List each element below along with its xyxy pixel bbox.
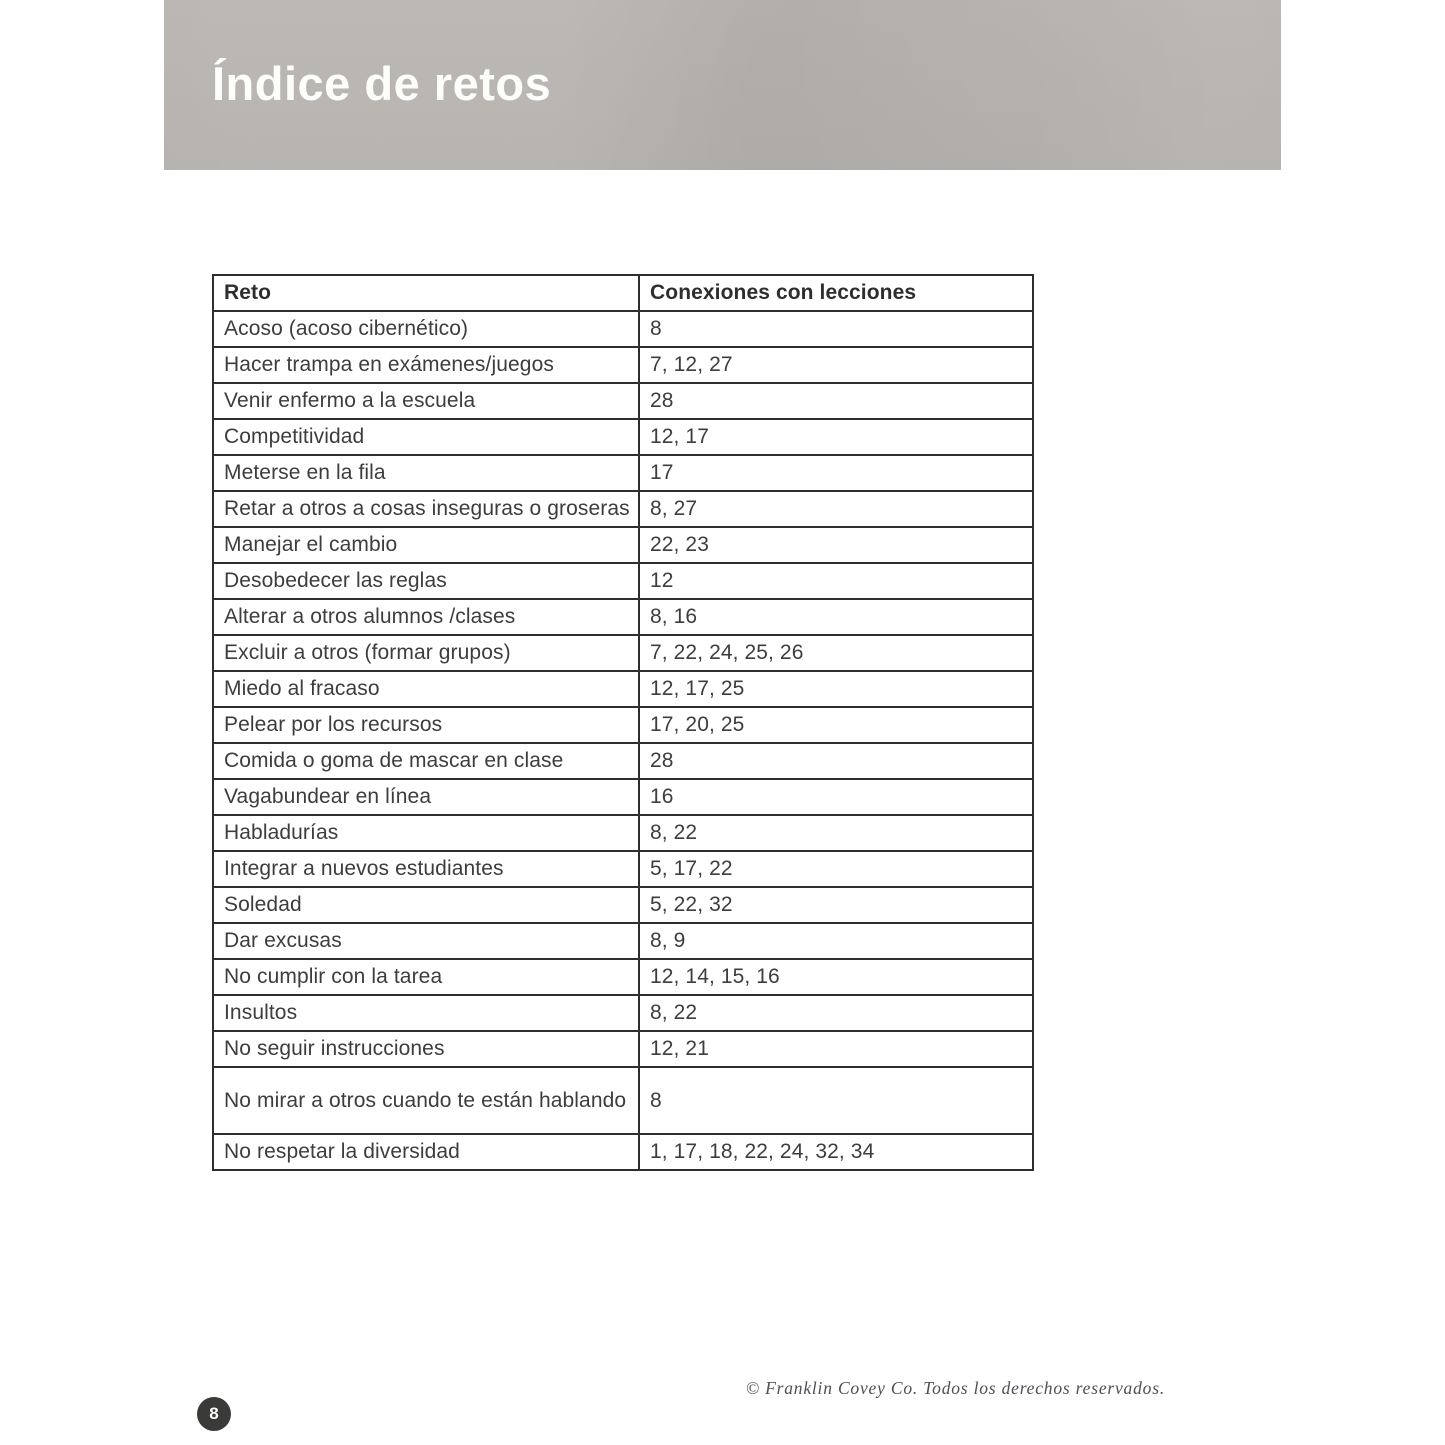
challenge-cell: Acoso (acoso cibernético)	[213, 311, 639, 347]
challenge-cell: Vagabundear en línea	[213, 779, 639, 815]
table-row	[213, 1031, 1033, 1067]
table-row	[213, 311, 1033, 347]
lessons-cell: 8, 9	[639, 923, 1033, 959]
table-row	[213, 995, 1033, 1031]
table-row	[213, 563, 1033, 599]
lessons-cell: 7, 12, 27	[639, 347, 1033, 383]
table-row	[213, 491, 1033, 527]
challenge-cell: Comida o goma de mascar en clase	[213, 743, 639, 779]
column-header-reto: Reto	[213, 275, 639, 311]
table-row	[213, 383, 1033, 419]
challenge-cell: Meterse en la fila	[213, 455, 639, 491]
challenge-cell: Alterar a otros alumnos /clases	[213, 599, 639, 635]
copyright-notice: © Franklin Covey Co. Todos los derechos reservados.	[745, 1378, 1165, 1398]
challenge-cell: No cumplir con la tarea	[213, 959, 639, 995]
lessons-cell: 5, 17, 22	[639, 851, 1033, 887]
table-row	[213, 923, 1033, 959]
table-row	[213, 455, 1033, 491]
challenge-cell: Soledad	[213, 887, 639, 923]
challenge-index-table	[212, 274, 1034, 1171]
lessons-cell: 5, 22, 32	[639, 887, 1033, 923]
challenge-cell: Integrar a nuevos estudiantes	[213, 851, 639, 887]
page-number: 8	[209, 1404, 219, 1423]
table-row	[213, 743, 1033, 779]
header-band	[164, 0, 1281, 170]
lessons-cell: 8	[639, 311, 1033, 347]
challenge-cell: No seguir instrucciones	[213, 1031, 639, 1067]
lessons-cell: 12, 17, 25	[639, 671, 1033, 707]
table-row	[213, 347, 1033, 383]
table-row	[213, 1067, 1033, 1134]
challenge-cell: Venir enfermo a la escuela	[213, 383, 639, 419]
table-header-row	[213, 275, 1033, 311]
challenge-cell: Hacer trampa en exámenes/juegos	[213, 347, 639, 383]
lessons-cell: 1, 17, 18, 22, 24, 32, 34	[639, 1134, 1033, 1170]
table-row	[213, 671, 1033, 707]
table-row	[213, 887, 1033, 923]
challenge-cell: Competitividad	[213, 419, 639, 455]
lessons-cell: 8, 22	[639, 815, 1033, 851]
lessons-cell: 12, 14, 15, 16	[639, 959, 1033, 995]
lessons-cell: 12, 21	[639, 1031, 1033, 1067]
lessons-cell: 8	[639, 1067, 1033, 1134]
table-row	[213, 959, 1033, 995]
challenge-cell: Habladurías	[213, 815, 639, 851]
lessons-cell: 8, 22	[639, 995, 1033, 1031]
challenge-cell: Desobedecer las reglas	[213, 563, 639, 599]
challenge-cell: Miedo al fracaso	[213, 671, 639, 707]
challenge-table-body	[213, 311, 1033, 1170]
lessons-cell: 28	[639, 743, 1033, 779]
challenge-cell: No respetar la diversidad	[213, 1134, 639, 1170]
page-number-badge	[197, 1397, 231, 1431]
page-title: Índice de retos	[212, 57, 552, 110]
lessons-cell: 12	[639, 563, 1033, 599]
table-row	[213, 815, 1033, 851]
table-row	[213, 1134, 1033, 1170]
lessons-cell: 8, 16	[639, 599, 1033, 635]
challenge-cell: Pelear por los recursos	[213, 707, 639, 743]
lessons-cell: 7, 22, 24, 25, 26	[639, 635, 1033, 671]
lessons-cell: 16	[639, 779, 1033, 815]
challenge-cell: Dar excusas	[213, 923, 639, 959]
challenge-cell: Excluir a otros (formar grupos)	[213, 635, 639, 671]
table-row	[213, 635, 1033, 671]
challenge-cell: Manejar el cambio	[213, 527, 639, 563]
challenge-cell: No mirar a otros cuando te están hablando	[213, 1067, 639, 1134]
table-row	[213, 851, 1033, 887]
table-row	[213, 707, 1033, 743]
lessons-cell: 8, 27	[639, 491, 1033, 527]
table-row	[213, 527, 1033, 563]
lessons-cell: 17	[639, 455, 1033, 491]
challenge-cell: Retar a otros a cosas inseguras o groseras	[213, 491, 639, 527]
table-row	[213, 779, 1033, 815]
table-row	[213, 599, 1033, 635]
lessons-cell: 22, 23	[639, 527, 1033, 563]
column-header-conexiones: Conexiones con lecciones	[639, 275, 1033, 311]
lessons-cell: 17, 20, 25	[639, 707, 1033, 743]
challenge-cell: Insultos	[213, 995, 639, 1031]
table-row	[213, 419, 1033, 455]
lessons-cell: 28	[639, 383, 1033, 419]
lessons-cell: 12, 17	[639, 419, 1033, 455]
